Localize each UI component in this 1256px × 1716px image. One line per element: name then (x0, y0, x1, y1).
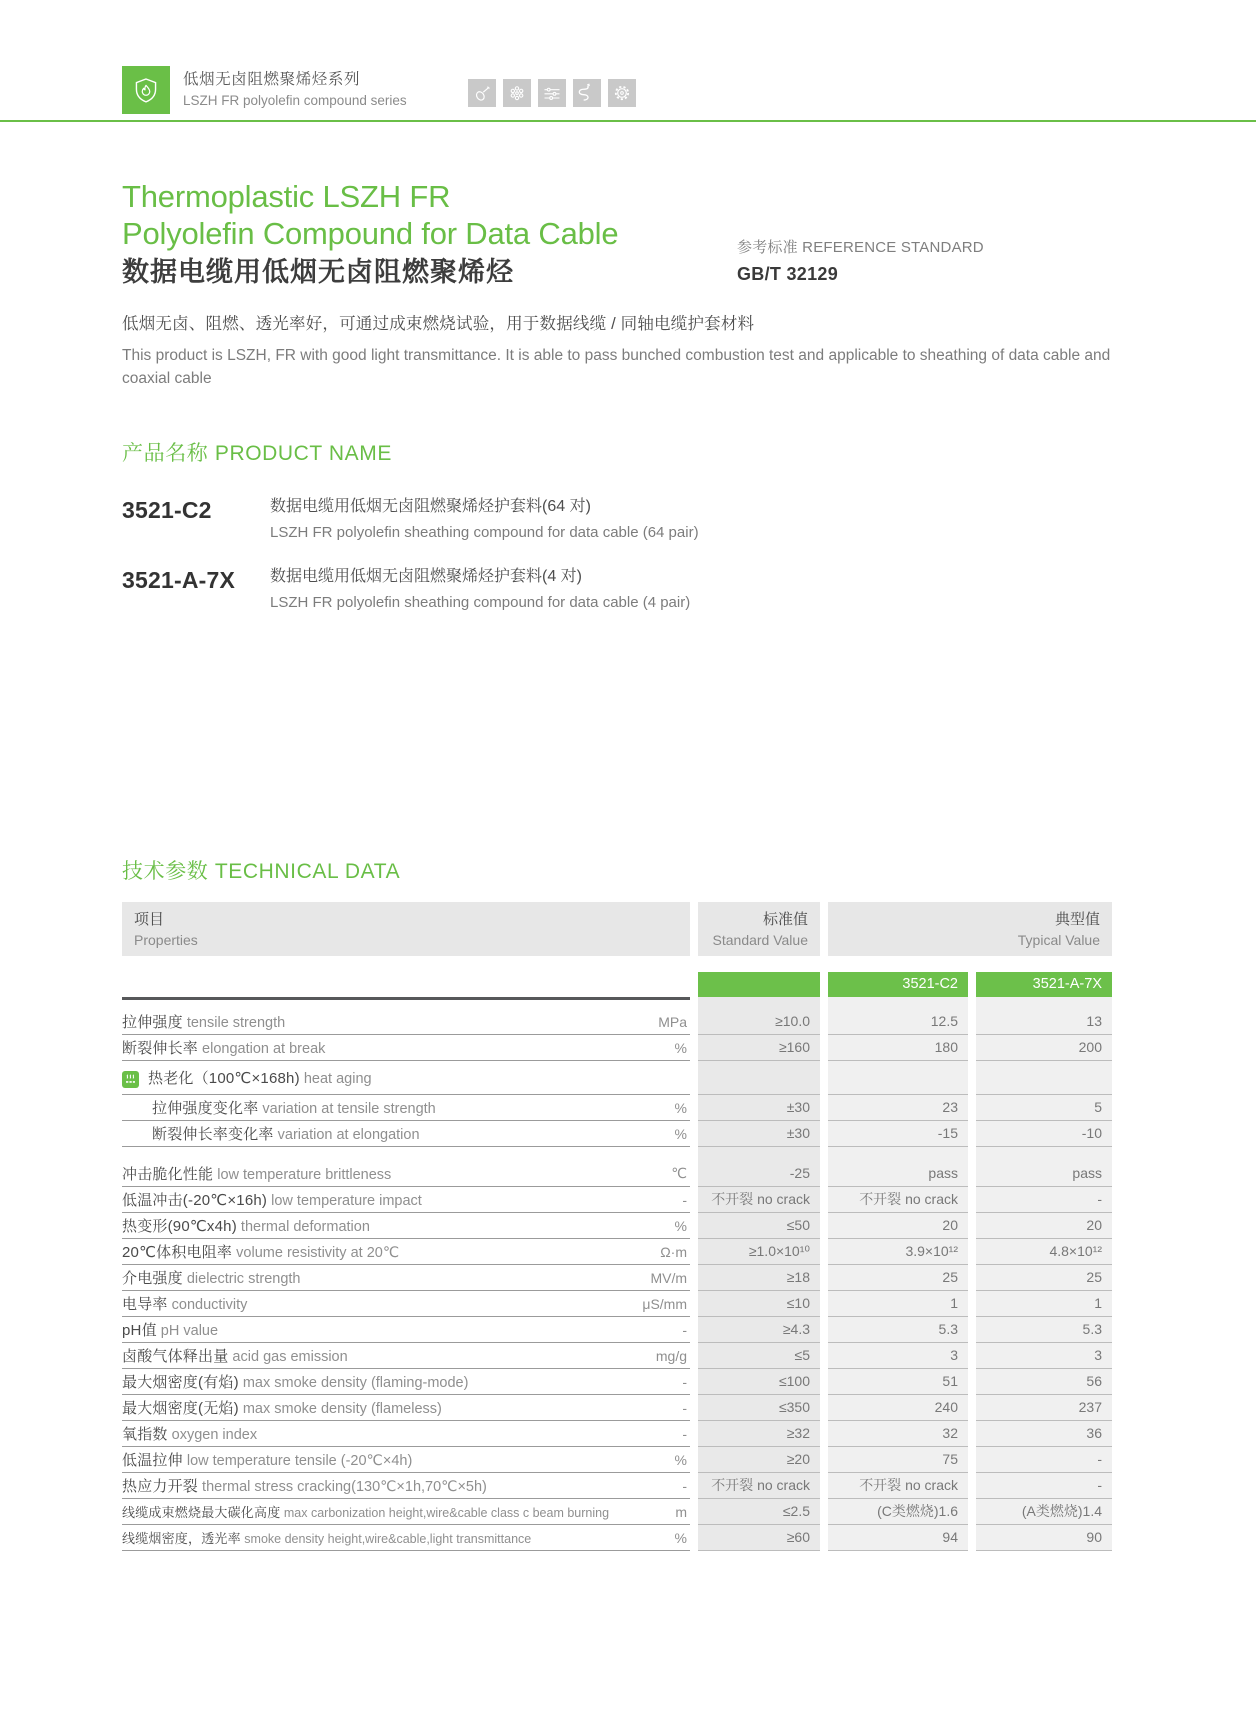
shield-flame-icon (122, 66, 170, 114)
typical-value-c2-cell: 75 (828, 1447, 968, 1473)
typical-value-c2-cell (828, 1147, 968, 1161)
property-unit: % (674, 1039, 687, 1056)
col-header-typical-value (828, 902, 1112, 956)
table-row (122, 1035, 1112, 1061)
table-row (122, 1095, 1112, 1121)
series-title-zh: 低烟无卤阻燃聚烯烃系列 (183, 71, 361, 88)
page-title-zh: 数据电缆用低烟无卤阻燃聚烯烃 (122, 257, 514, 287)
typical-value-c2-cell (828, 1061, 968, 1095)
typical-value-a7x-cell: 5.3 (976, 1317, 1112, 1343)
heat-aging-icon (122, 1071, 139, 1088)
row-property (122, 1525, 690, 1551)
product-code: 3521-A-7X (122, 567, 236, 593)
typical-value-c2-cell: 51 (828, 1369, 968, 1395)
row-property (122, 1343, 690, 1369)
row-property (122, 1009, 690, 1035)
feature-icon-strip (468, 79, 636, 107)
standard-value-cell: ≤50 (698, 1213, 820, 1239)
table-row (122, 1525, 1112, 1551)
property-unit: - (682, 1321, 687, 1338)
table-row (122, 1265, 1112, 1291)
property-unit: % (674, 1451, 687, 1468)
col-header-typical-en: Typical Value (1017, 932, 1100, 948)
product-code: 3521-C2 (122, 497, 212, 523)
row-property (122, 1473, 690, 1499)
typical-value-a7x-cell: 56 (976, 1369, 1112, 1395)
typical-value-a7x-cell: - (976, 1447, 1112, 1473)
standard-value-cell: -25 (698, 1161, 820, 1187)
row-property (122, 1447, 690, 1473)
product-column-header: 3521-C2 (828, 972, 968, 997)
property-unit: - (682, 1399, 687, 1416)
lead-cell (828, 997, 968, 1009)
typical-value-c2-cell: 3 (828, 1343, 968, 1369)
property-unit: - (682, 1373, 687, 1390)
property-unit: % (674, 1125, 687, 1142)
property-label: 冲击脆化性能 low temperature brittleness (122, 1166, 392, 1183)
product-desc-en: LSZH FR polyolefin sheathing compound for data cable (4 pair) (270, 594, 691, 611)
property-label: 拉伸强度变化率 variation at tensile strength (152, 1100, 436, 1117)
property-label: 介电强度 dielectric strength (122, 1270, 301, 1287)
typical-value-c2-cell: 23 (828, 1095, 968, 1121)
typical-value-c2-cell: 180 (828, 1035, 968, 1061)
technical-data-section (122, 855, 1112, 1551)
table-row (122, 1317, 1112, 1343)
property-unit: % (674, 1099, 687, 1116)
property-label: 电导率 conductivity (122, 1296, 248, 1313)
cable-icon (573, 79, 601, 107)
col-header-typical-zh: 典型值 (1054, 911, 1100, 928)
page-title-line2: Polyolefin Compound for Data Cable (122, 216, 619, 251)
property-unit: μS/mm (642, 1295, 687, 1312)
property-label: 断裂伸长率变化率 variation at elongation (152, 1126, 420, 1143)
standard-value-cell: 不开裂 no crack (698, 1473, 820, 1499)
property-label: 断裂伸长率 elongation at break (122, 1040, 326, 1057)
typical-value-a7x-cell: 200 (976, 1035, 1112, 1061)
standard-value-cell: ≤350 (698, 1395, 820, 1421)
property-unit: m (675, 1503, 687, 1520)
standard-value-cell: ≥20 (698, 1447, 820, 1473)
reference-standard-label: 参考标准 REFERENCE STANDARD (737, 239, 984, 256)
row-property (122, 1421, 690, 1447)
row-property (122, 1499, 690, 1525)
property-label: 线缆烟密度，透光率 smoke density height,wire&cable,light transmittance (122, 1530, 532, 1546)
property-label: 氧指数 oxygen index (122, 1426, 258, 1443)
header-divider (0, 120, 1256, 122)
reference-standard-value: GB/T 32129 (737, 264, 839, 284)
burner-icon (468, 79, 496, 107)
property-unit: % (674, 1217, 687, 1234)
typical-value-c2-cell: 32 (828, 1421, 968, 1447)
typical-value-a7x-cell: 25 (976, 1265, 1112, 1291)
product-name-heading: 产品名称 PRODUCT NAME (122, 442, 392, 465)
standard-value-cell: ±30 (698, 1121, 820, 1147)
technical-data-heading: 技术参数 TECHNICAL DATA (122, 860, 401, 883)
description-en: This product is LSZH, FR with good light transmittance. It is able to pass bunched combustion test and applicable to sheathing of data cable and coaxial cable (122, 347, 1111, 387)
standard-value-cell: ≥160 (698, 1035, 820, 1061)
standard-value-cell: ≥10.0 (698, 1009, 820, 1035)
property-label: 热老化（100℃×168h) heat aging (148, 1070, 372, 1087)
col-header-properties-en: Properties (134, 932, 198, 948)
property-label: 线缆成束燃烧最大碳化高度 max carbonization height,wire&cable class c beam burning (122, 1504, 610, 1520)
table-row (122, 1213, 1112, 1239)
product-list (122, 495, 1134, 614)
table-row (122, 1161, 1112, 1187)
property-unit: - (682, 1477, 687, 1494)
table-row (122, 1187, 1112, 1213)
page-title-line1: Thermoplastic LSZH FR (122, 179, 451, 214)
standard-value-cell: ≥18 (698, 1265, 820, 1291)
product-name-section (122, 437, 1134, 635)
row-property (122, 1161, 690, 1187)
product-column-header-row (122, 972, 1112, 997)
property-label: 20℃体积电阻率 volume resistivity at 20℃ (122, 1244, 400, 1261)
typical-value-c2-cell: 不开裂 no crack (828, 1187, 968, 1213)
standard-value-cell: ≤2.5 (698, 1499, 820, 1525)
typical-value-c2-cell: pass (828, 1161, 968, 1187)
col-header-standard-zh: 标准值 (762, 911, 808, 928)
typical-value-a7x-cell: 237 (976, 1395, 1112, 1421)
reference-standard (737, 236, 984, 285)
standard-value-cell: ≥32 (698, 1421, 820, 1447)
standard-value-cell: ≤5 (698, 1343, 820, 1369)
row-property (122, 1095, 690, 1121)
row-property (122, 1317, 690, 1343)
property-label: 热变形(90℃x4h) thermal deformation (122, 1218, 370, 1235)
row-property (122, 1369, 690, 1395)
property-label: pH值 pH value (122, 1322, 219, 1339)
table-header (122, 902, 1112, 956)
standard-value-cell (698, 1061, 820, 1095)
typical-value-a7x-cell (976, 1061, 1112, 1095)
row-property (122, 1239, 690, 1265)
typical-value-a7x-cell: 4.8×10¹² (976, 1239, 1112, 1265)
standard-value-cell (698, 1147, 820, 1161)
table-row (122, 1009, 1112, 1035)
property-unit: MV/m (650, 1269, 687, 1286)
property-unit: Ω·m (660, 1243, 687, 1260)
row-property (122, 1147, 690, 1161)
typical-value-a7x-cell: 36 (976, 1421, 1112, 1447)
property-label: 低温拉伸 low temperature tensile (-20℃×4h) (122, 1452, 413, 1469)
typical-value-c2-cell: (C类燃烧)1.6 (828, 1499, 968, 1525)
lead-cell (698, 997, 820, 1009)
table-top-rule (122, 997, 1112, 1009)
product-description (122, 311, 1134, 390)
description-zh: 低烟无卤、阻燃、透光率好，可通过成束燃烧试验，用于数据线缆 / 同轴电缆护套材料 (122, 315, 755, 333)
table-row (122, 1473, 1112, 1499)
product-desc-zh: 数据电缆用低烟无卤阻燃聚烯烃护套料(4 对) (270, 568, 583, 585)
typical-value-c2-cell: 3.9×10¹² (828, 1239, 968, 1265)
table-row (122, 1395, 1112, 1421)
table-group-row (122, 1061, 1112, 1095)
gear-icon (608, 79, 636, 107)
typical-value-a7x-cell: 13 (976, 1009, 1112, 1035)
typical-value-c2-cell: 12.5 (828, 1009, 968, 1035)
typical-value-a7x-cell: -10 (976, 1121, 1112, 1147)
property-label: 热应力开裂 thermal stress cracking(130℃×1h,70℃×5h) (122, 1478, 487, 1495)
table-row (122, 1499, 1112, 1525)
standard-value-cell: ≥1.0×10¹⁰ (698, 1239, 820, 1265)
standard-value-cell: ≥4.3 (698, 1317, 820, 1343)
col-header-properties-zh: 项目 (134, 911, 165, 928)
row-property (122, 1035, 690, 1061)
product-item (122, 495, 1134, 544)
property-unit: - (682, 1191, 687, 1208)
typical-value-c2-cell: 240 (828, 1395, 968, 1421)
table-row (122, 1369, 1112, 1395)
table-row (122, 1421, 1112, 1447)
property-unit: mg/g (655, 1347, 687, 1364)
product-desc (270, 495, 1134, 544)
row-property (122, 1395, 690, 1421)
property-unit: - (682, 1425, 687, 1442)
typical-value-c2-cell: 5.3 (828, 1317, 968, 1343)
property-unit: MPa (658, 1013, 687, 1030)
row-property (122, 1187, 690, 1213)
row-property (122, 1121, 690, 1147)
col-header-properties (122, 902, 690, 956)
typical-value-a7x-cell: (A类燃烧)1.4 (976, 1499, 1112, 1525)
standard-value-cell: ≤10 (698, 1291, 820, 1317)
series-title-en: LSZH FR polyolefin compound series (183, 93, 407, 108)
lead-cell (976, 997, 1112, 1009)
table-row (122, 1291, 1112, 1317)
typical-value-a7x-cell: 3 (976, 1343, 1112, 1369)
typical-value-a7x-cell (976, 1147, 1112, 1161)
row-property (122, 1291, 690, 1317)
molecule-icon (503, 79, 531, 107)
typical-value-c2-cell: 20 (828, 1213, 968, 1239)
typical-value-a7x-cell: - (976, 1187, 1112, 1213)
typical-value-a7x-cell: - (976, 1473, 1112, 1499)
standard-value-cell: ≥60 (698, 1525, 820, 1551)
typical-value-a7x-cell: 5 (976, 1095, 1112, 1121)
properties-top-rule (122, 997, 690, 1009)
table-row (122, 1343, 1112, 1369)
product-desc-en: LSZH FR polyolefin sheathing compound for data cable (64 pair) (270, 524, 699, 541)
series-title (183, 70, 407, 110)
typical-value-a7x-cell: pass (976, 1161, 1112, 1187)
product-item (122, 565, 1134, 614)
title-block (122, 178, 722, 289)
product-desc-zh: 数据电缆用低烟无卤阻燃聚烯烃护套料(64 对) (270, 498, 591, 515)
product-column-header: 3521-A-7X (976, 972, 1112, 997)
typical-value-c2-cell: 不开裂 no crack (828, 1473, 968, 1499)
standard-column-header-cell (698, 972, 820, 997)
typical-value-c2-cell: -15 (828, 1121, 968, 1147)
product-column-spacer (122, 972, 690, 997)
typical-value-a7x-cell: 90 (976, 1525, 1112, 1551)
technical-table-body (122, 1009, 1112, 1551)
property-label: 最大烟密度(有焰) max smoke density (flaming-mode) (122, 1374, 469, 1391)
typical-value-c2-cell: 1 (828, 1291, 968, 1317)
standard-value-cell: 不开裂 no crack (698, 1187, 820, 1213)
row-property (122, 1061, 690, 1095)
standard-value-cell: ≤100 (698, 1369, 820, 1395)
typical-value-a7x-cell: 1 (976, 1291, 1112, 1317)
col-header-standard-value (698, 902, 820, 956)
typical-value-c2-cell: 25 (828, 1265, 968, 1291)
table-row (122, 1239, 1112, 1265)
page-header (122, 66, 1134, 114)
property-unit: % (674, 1529, 687, 1546)
table-row (122, 1447, 1112, 1473)
table-row (122, 1121, 1112, 1147)
test-curves-icon (538, 79, 566, 107)
property-label: 拉伸强度 tensile strength (122, 1014, 286, 1031)
product-desc (270, 565, 1134, 614)
typical-value-c2-cell: 94 (828, 1525, 968, 1551)
property-label: 卤酸气体释出量 acid gas emission (122, 1348, 348, 1365)
property-label: 低温冲击(-20℃×16h) low temperature impact (122, 1192, 422, 1209)
typical-value-a7x-cell: 20 (976, 1213, 1112, 1239)
row-property (122, 1265, 690, 1291)
table-spacer-row (122, 1147, 1112, 1161)
property-unit: ℃ (671, 1165, 687, 1181)
page-title-en (122, 178, 722, 252)
row-property (122, 1213, 690, 1239)
col-header-standard-en: Standard Value (712, 932, 808, 948)
property-label: 最大烟密度(无焰) max smoke density (flameless) (122, 1400, 442, 1417)
standard-value-cell: ±30 (698, 1095, 820, 1121)
